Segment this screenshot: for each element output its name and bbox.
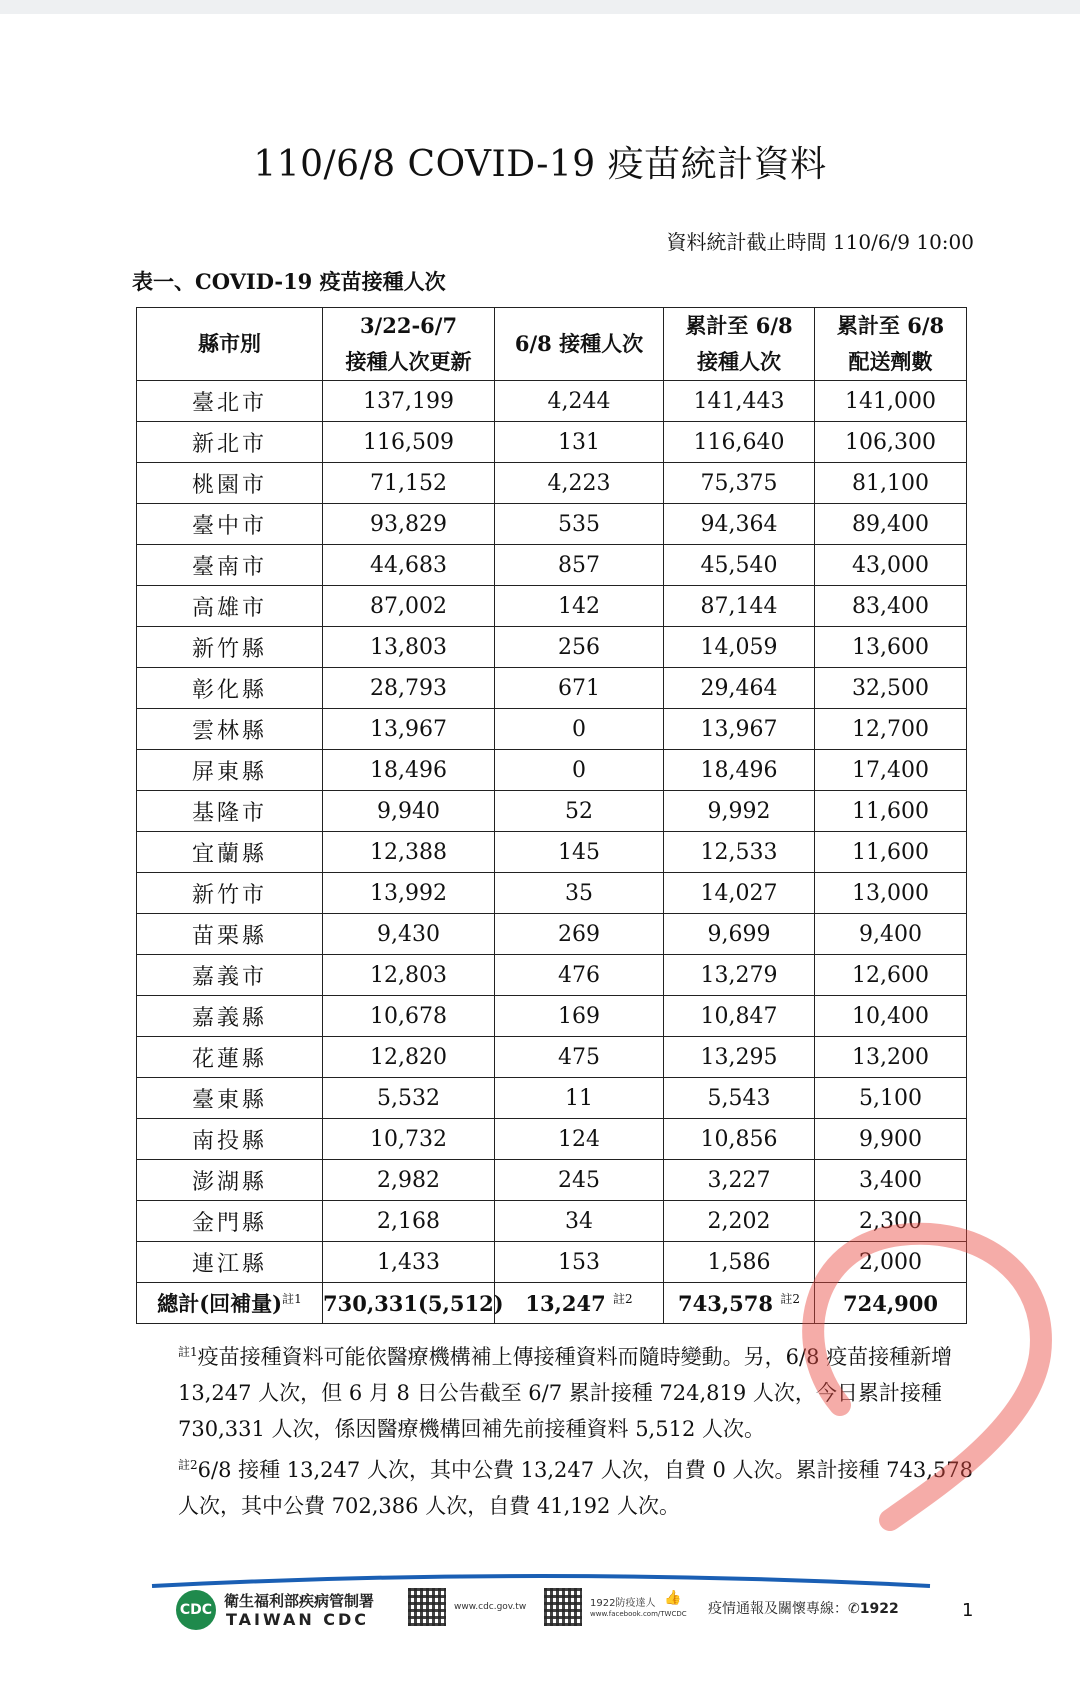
county-cell: 嘉義市 xyxy=(137,955,323,996)
report-hotline xyxy=(708,1598,899,1618)
table-row xyxy=(137,955,967,996)
daily-cell: 124 xyxy=(495,1119,664,1160)
county-cell: 臺中市 xyxy=(137,504,323,545)
daily-cell: 169 xyxy=(495,996,664,1037)
distributed-cell: 32,500 xyxy=(815,668,967,709)
cdc-logo-icon: CDC xyxy=(176,1590,216,1630)
cumulative-cell: 13,279 xyxy=(664,955,815,996)
header-distributed-line1: 累計至 6/8 xyxy=(836,313,945,338)
cumulative-cell: 45,540 xyxy=(664,545,815,586)
header-distributed xyxy=(815,308,967,381)
distributed-cell: 11,600 xyxy=(815,791,967,832)
header-daily-label: 6/8 接種人次 xyxy=(514,331,644,356)
county-cell: 花蓮縣 xyxy=(137,1037,323,1078)
total-label: 總計(回補量) xyxy=(157,1291,283,1316)
footnote-2 xyxy=(178,1447,978,1524)
header-county xyxy=(137,308,323,381)
table-title: 表一、COVID-19 疫苗接種人次 xyxy=(132,269,446,294)
distributed-cell: 13,000 xyxy=(815,873,967,914)
daily-cell: 153 xyxy=(495,1242,664,1283)
daily-cell: 145 xyxy=(495,832,664,873)
daily-cell: 4,244 xyxy=(495,381,664,422)
county-cell: 彰化縣 xyxy=(137,668,323,709)
total-cumulative-note: 註2 xyxy=(780,1292,800,1306)
daily-cell: 34 xyxy=(495,1201,664,1242)
cumulative-cell: 14,059 xyxy=(664,627,815,668)
table-row xyxy=(137,545,967,586)
update-cell: 9,430 xyxy=(323,914,495,955)
total-label-note: 註1 xyxy=(282,1292,302,1306)
hotline-label: 1922防疫達人 xyxy=(590,1598,656,1609)
update-cell: 71,152 xyxy=(323,463,495,504)
website-url[interactable]: www.cdc.gov.tw xyxy=(454,1602,527,1612)
website-qr-code-icon xyxy=(408,1588,446,1626)
daily-cell: 4,223 xyxy=(495,463,664,504)
header-distributed-line2: 配送劑數 xyxy=(848,349,933,374)
daily-cell: 857 xyxy=(495,545,664,586)
thumbs-up-icon: 👍 xyxy=(664,1590,682,1606)
daily-cell: 131 xyxy=(495,422,664,463)
header-county-label: 縣市別 xyxy=(198,331,261,356)
cumulative-cell: 3,227 xyxy=(664,1160,815,1201)
distributed-cell: 10,400 xyxy=(815,996,967,1037)
county-cell: 臺東縣 xyxy=(137,1078,323,1119)
total-cumulative-cell xyxy=(664,1283,815,1324)
top-bar xyxy=(0,0,1080,14)
update-cell: 10,678 xyxy=(323,996,495,1037)
footnote-1-mark: 註1 xyxy=(178,1345,198,1359)
update-cell: 93,829 xyxy=(323,504,495,545)
distributed-cell: 12,700 xyxy=(815,709,967,750)
distributed-cell: 3,400 xyxy=(815,1160,967,1201)
daily-cell: 52 xyxy=(495,791,664,832)
update-cell: 13,803 xyxy=(323,627,495,668)
county-cell: 桃園市 xyxy=(137,463,323,504)
distributed-cell: 9,400 xyxy=(815,914,967,955)
county-cell: 基隆市 xyxy=(137,791,323,832)
table-row xyxy=(137,914,967,955)
document-title: 110/6/8 COVID-19 疫苗統計資料 xyxy=(253,144,827,185)
table-row xyxy=(137,1037,967,1078)
daily-cell: 671 xyxy=(495,668,664,709)
distributed-cell: 17,400 xyxy=(815,750,967,791)
cumulative-cell: 29,464 xyxy=(664,668,815,709)
header-update-line2: 接種人次更新 xyxy=(345,349,472,374)
agency-name-en: TAIWAN CDC xyxy=(226,1610,370,1629)
update-cell: 12,820 xyxy=(323,1037,495,1078)
table-row xyxy=(137,832,967,873)
total-daily: 13,247 xyxy=(525,1291,606,1316)
update-cell: 13,967 xyxy=(323,709,495,750)
update-cell: 44,683 xyxy=(323,545,495,586)
daily-cell: 256 xyxy=(495,627,664,668)
update-cell: 18,496 xyxy=(323,750,495,791)
table-row xyxy=(137,750,967,791)
table-header-row xyxy=(137,308,967,381)
cumulative-cell: 9,699 xyxy=(664,914,815,955)
county-cell: 臺北市 xyxy=(137,381,323,422)
county-cell: 高雄市 xyxy=(137,586,323,627)
update-cell: 13,992 xyxy=(323,873,495,914)
report-line-label: 疫情通報及關懷專線： xyxy=(708,1601,848,1617)
distributed-cell: 106,300 xyxy=(815,422,967,463)
vaccination-table xyxy=(136,307,967,1324)
total-daily-cell xyxy=(495,1283,664,1324)
cumulative-cell: 13,967 xyxy=(664,709,815,750)
daily-cell: 245 xyxy=(495,1160,664,1201)
cumulative-cell: 75,375 xyxy=(664,463,815,504)
cumulative-cell: 10,847 xyxy=(664,996,815,1037)
footnote-2-text: 6/8 接種 13,247 人次，其中公費 13,247 人次，自費 0 人次。累計接種 743,578 人次，其中公費 702,386 人次，自費 41,192 人次。 xyxy=(178,1458,973,1518)
county-cell: 宜蘭縣 xyxy=(137,832,323,873)
distributed-cell: 2,300 xyxy=(815,1201,967,1242)
distributed-cell: 5,100 xyxy=(815,1078,967,1119)
header-cumulative-line1: 累計至 6/8 xyxy=(685,313,793,338)
distributed-cell: 83,400 xyxy=(815,586,967,627)
update-cell: 2,168 xyxy=(323,1201,495,1242)
daily-cell: 0 xyxy=(495,709,664,750)
county-cell: 嘉義縣 xyxy=(137,996,323,1037)
total-label-cell xyxy=(137,1283,323,1324)
distributed-cell: 13,600 xyxy=(815,627,967,668)
daily-cell: 35 xyxy=(495,873,664,914)
total-update: 730,331(5,512) xyxy=(323,1283,495,1324)
table-row xyxy=(137,1242,967,1283)
update-cell: 28,793 xyxy=(323,668,495,709)
header-cumulative xyxy=(664,308,815,381)
cumulative-cell: 94,364 xyxy=(664,504,815,545)
county-cell: 新北市 xyxy=(137,422,323,463)
hotline-number: 1922 xyxy=(859,1601,899,1617)
table-row xyxy=(137,1160,967,1201)
table-row xyxy=(137,873,967,914)
cumulative-cell: 2,202 xyxy=(664,1201,815,1242)
distributed-cell: 81,100 xyxy=(815,463,967,504)
daily-cell: 475 xyxy=(495,1037,664,1078)
distributed-cell: 11,600 xyxy=(815,832,967,873)
update-cell: 1,433 xyxy=(323,1242,495,1283)
update-cell: 87,002 xyxy=(323,586,495,627)
cumulative-cell: 141,443 xyxy=(664,381,815,422)
update-cell: 2,982 xyxy=(323,1160,495,1201)
table-row xyxy=(137,996,967,1037)
update-cell: 137,199 xyxy=(323,381,495,422)
cutoff-time: 資料統計截止時間 110/6/9 10:00 xyxy=(666,230,974,254)
facebook-url[interactable]: www.facebook.com/TWCDC xyxy=(590,1610,687,1618)
daily-cell: 11 xyxy=(495,1078,664,1119)
cumulative-cell: 12,533 xyxy=(664,832,815,873)
footnotes xyxy=(178,1334,978,1524)
table-row xyxy=(137,422,967,463)
table-row xyxy=(137,627,967,668)
agency-name-zh: 衛生福利部疾病管制署 xyxy=(224,1592,375,1610)
header-update xyxy=(323,308,495,381)
distributed-cell: 12,600 xyxy=(815,955,967,996)
cumulative-cell: 1,586 xyxy=(664,1242,815,1283)
footnote-2-mark: 註2 xyxy=(178,1458,198,1472)
county-cell: 新竹縣 xyxy=(137,627,323,668)
distributed-cell: 13,200 xyxy=(815,1037,967,1078)
county-cell: 臺南市 xyxy=(137,545,323,586)
cumulative-cell: 116,640 xyxy=(664,422,815,463)
header-update-line1: 3/22-6/7 xyxy=(359,313,458,338)
update-cell: 9,940 xyxy=(323,791,495,832)
cumulative-cell: 87,144 xyxy=(664,586,815,627)
table-row xyxy=(137,791,967,832)
county-cell: 澎湖縣 xyxy=(137,1160,323,1201)
total-cumulative: 743,578 xyxy=(678,1291,774,1316)
table-row xyxy=(137,1119,967,1160)
daily-cell: 476 xyxy=(495,955,664,996)
total-distributed: 724,900 xyxy=(815,1283,967,1324)
table-row xyxy=(137,1078,967,1119)
header-cumulative-line2: 接種人次 xyxy=(697,349,781,374)
cumulative-cell: 14,027 xyxy=(664,873,815,914)
update-cell: 10,732 xyxy=(323,1119,495,1160)
table-row xyxy=(137,586,967,627)
table-row xyxy=(137,381,967,422)
daily-cell: 269 xyxy=(495,914,664,955)
distributed-cell: 2,000 xyxy=(815,1242,967,1283)
county-cell: 連江縣 xyxy=(137,1242,323,1283)
phone-icon: ✆ xyxy=(848,1601,860,1617)
distributed-cell: 141,000 xyxy=(815,381,967,422)
update-cell: 116,509 xyxy=(323,422,495,463)
footnote-1 xyxy=(178,1334,978,1447)
table-row xyxy=(137,1201,967,1242)
daily-cell: 0 xyxy=(495,750,664,791)
total-daily-note: 註2 xyxy=(613,1292,633,1306)
daily-cell: 535 xyxy=(495,504,664,545)
cumulative-cell: 10,856 xyxy=(664,1119,815,1160)
page-number: 1 xyxy=(962,1600,974,1621)
distributed-cell: 89,400 xyxy=(815,504,967,545)
daily-cell: 142 xyxy=(495,586,664,627)
county-cell: 南投縣 xyxy=(137,1119,323,1160)
distributed-cell: 9,900 xyxy=(815,1119,967,1160)
table-row xyxy=(137,504,967,545)
cumulative-cell: 13,295 xyxy=(664,1037,815,1078)
cumulative-cell: 18,496 xyxy=(664,750,815,791)
footer-banner xyxy=(148,1572,934,1638)
table-row xyxy=(137,463,967,504)
update-cell: 5,532 xyxy=(323,1078,495,1119)
header-daily xyxy=(495,308,664,381)
table-body xyxy=(137,381,967,1283)
update-cell: 12,388 xyxy=(323,832,495,873)
county-cell: 新竹市 xyxy=(137,873,323,914)
total-row xyxy=(137,1283,967,1324)
cumulative-cell: 9,992 xyxy=(664,791,815,832)
county-cell: 雲林縣 xyxy=(137,709,323,750)
facebook-qr-code-icon xyxy=(544,1588,582,1626)
table-row xyxy=(137,668,967,709)
table-row xyxy=(137,709,967,750)
cumulative-cell: 5,543 xyxy=(664,1078,815,1119)
footnote-1-text: 疫苗接種資料可能依醫療機構補上傳接種資料而隨時變動。另，6/8 疫苗接種新增 13,247 人次，但 6 月 8 日公告截至 6/7 累計接種 724,819 人次，今日累計接種 730,331 人次，係因醫療機構回補先前接種資料 5,512 人次。 xyxy=(178,1345,953,1441)
county-cell: 苗栗縣 xyxy=(137,914,323,955)
county-cell: 金門縣 xyxy=(137,1201,323,1242)
update-cell: 12,803 xyxy=(323,955,495,996)
distributed-cell: 43,000 xyxy=(815,545,967,586)
county-cell: 屏東縣 xyxy=(137,750,323,791)
